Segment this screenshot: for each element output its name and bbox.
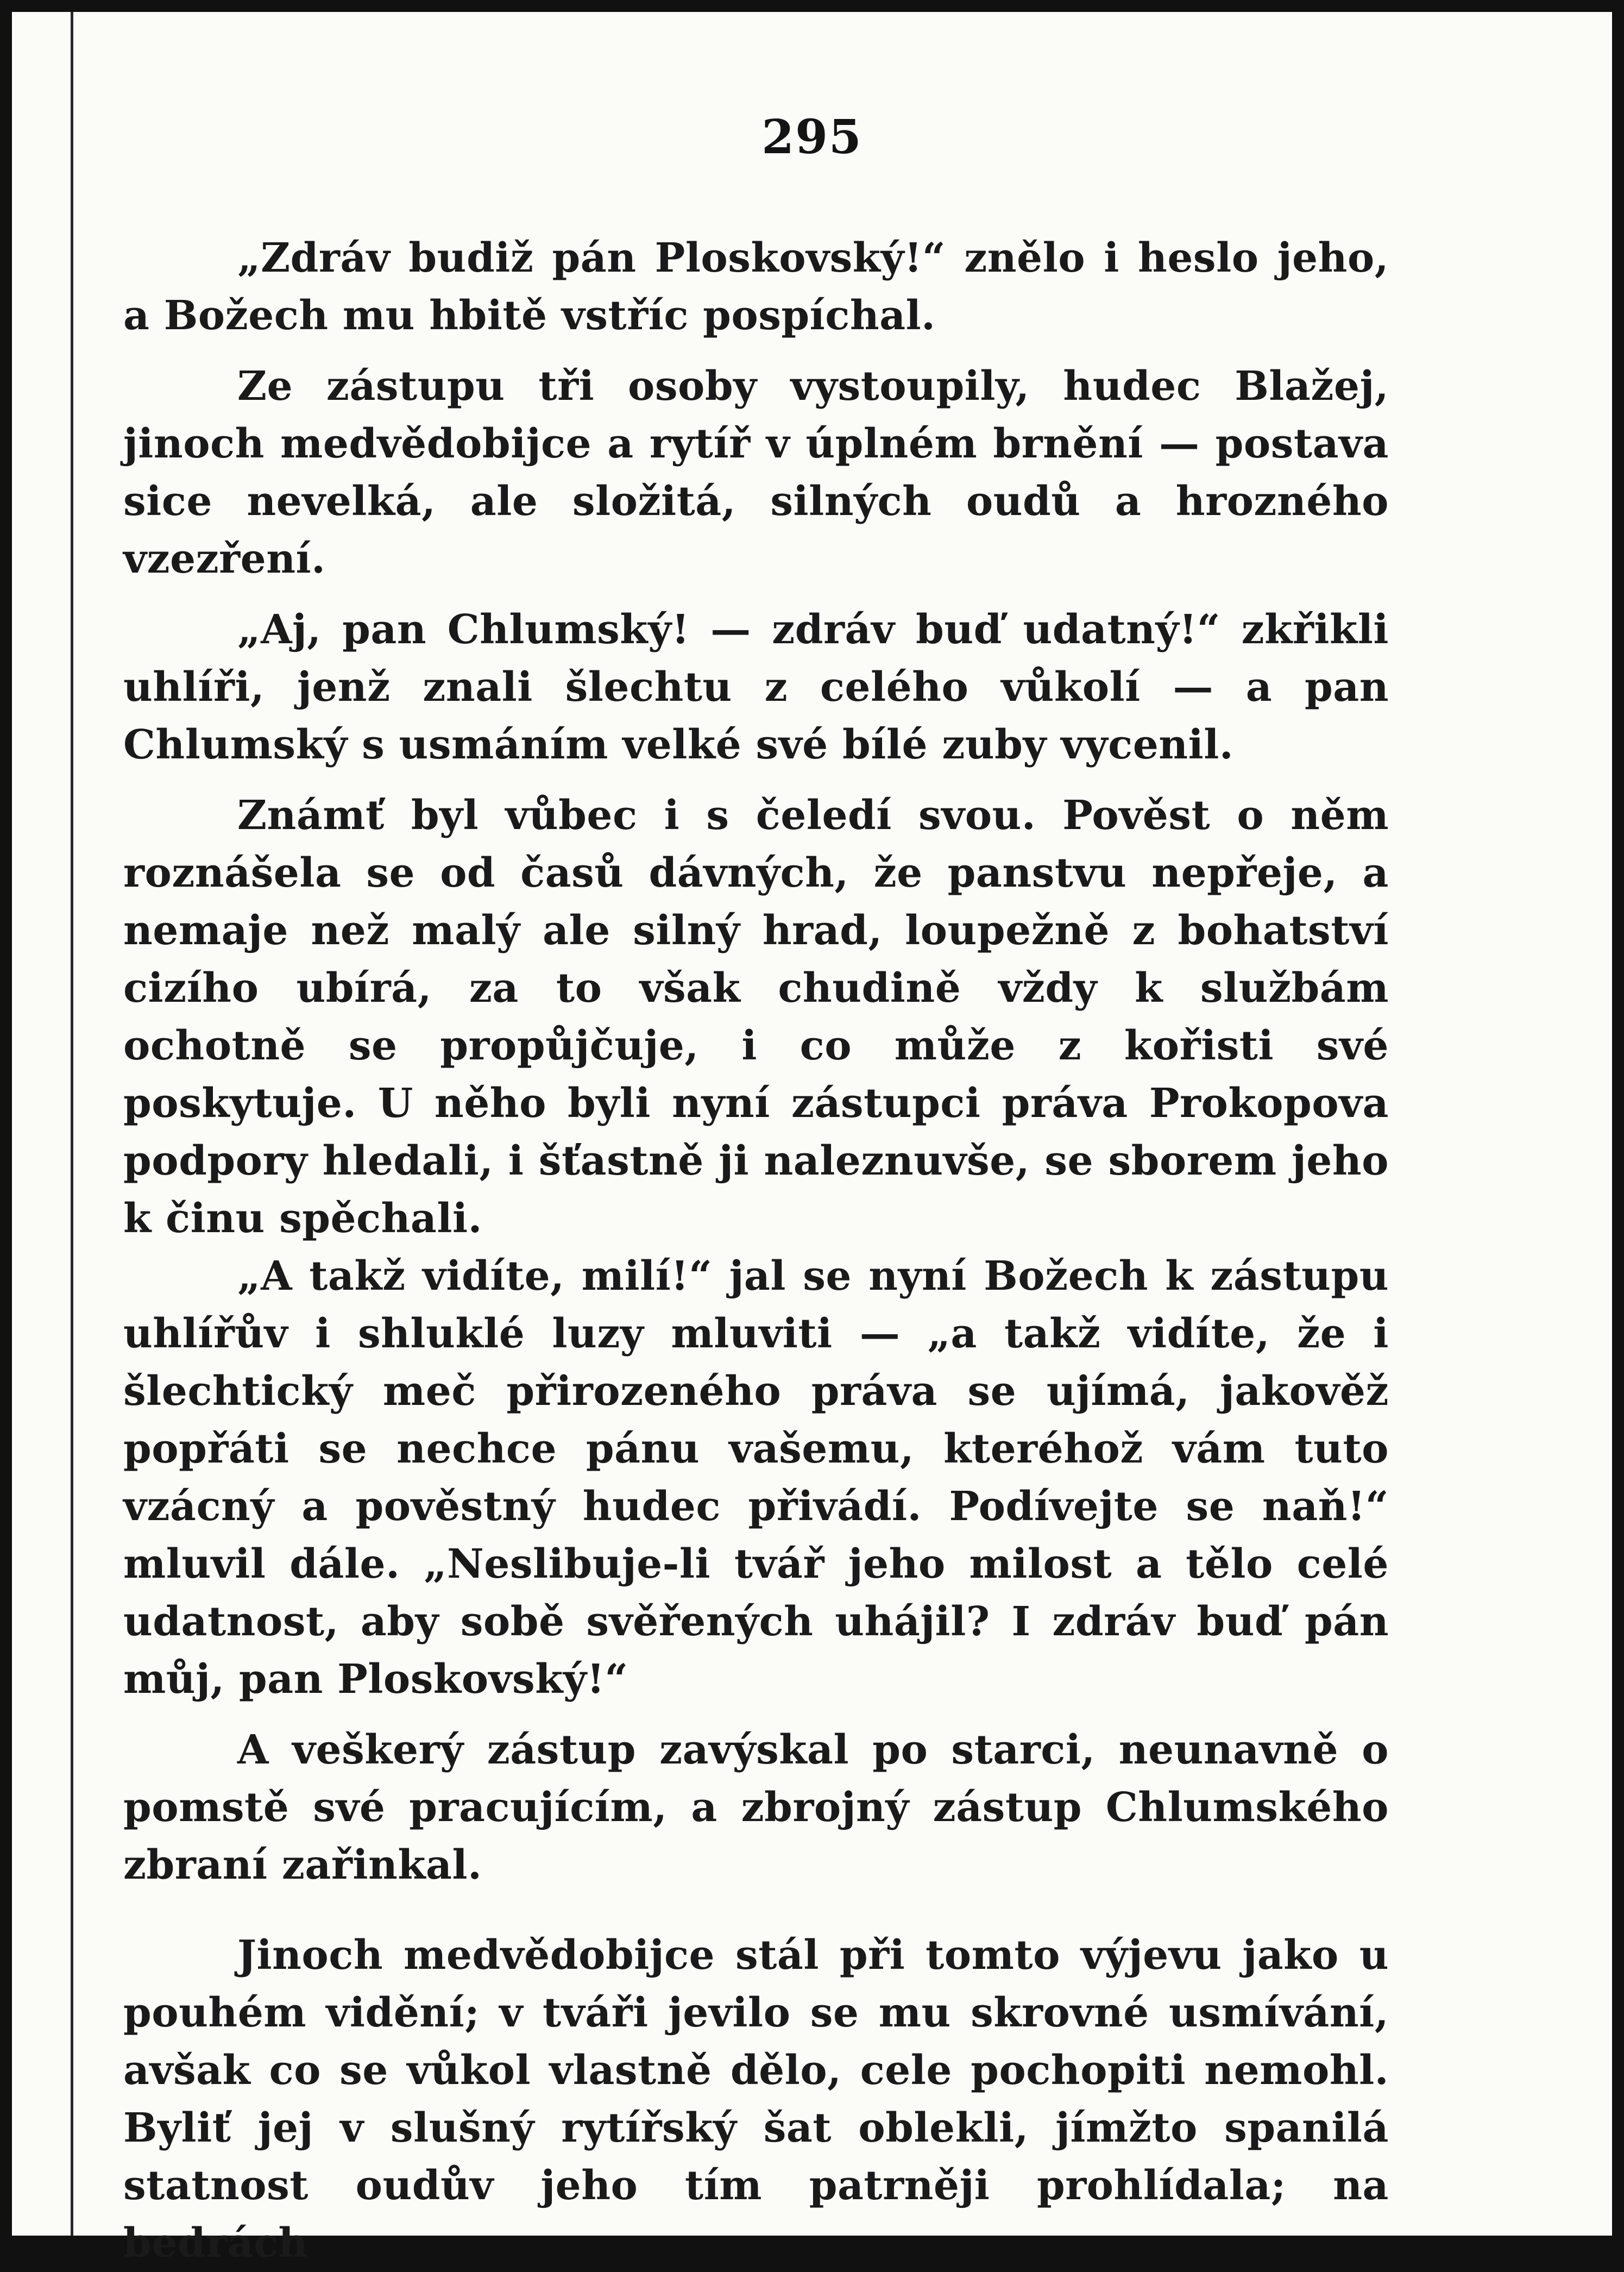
paragraph: A veškerý zástup zavýskal po starci, neunavně o pomstě své pracujícím, a zbrojný zástup Chlumského zbraní zařinkal. — [123, 1727, 1389, 1888]
book-page — [12, 12, 1612, 2267]
paragraph: „Zdráv budiž pán Ploskovský!“ znělo i heslo jeho, a Božech mu hbitě vstříc pospíchal. — [123, 235, 1389, 339]
paragraph: Ze zástupu tři osoby vystoupily, hudec Blažej, jinoch medvědobijce a rytíř v úplném brnění — postava sice nevelká, ale složitá, silných oudů a hrozného vzezření. — [123, 363, 1389, 582]
paragraph: Jinoch medvědobijce stál při tomto výjevu jako u pouhém vidění; v tváři jevilo se mu skrovné usmívání, avšak co se vůkol vlastně dělo, cele pochopiti nemohl. Byliť jej v slušný rytířský šat oblekli, jímžto spanilá statnost oudův jeho tím patrněji prohlídala; na bedrách — [123, 1932, 1389, 2267]
paragraph: Známť byl vůbec i s čeledí svou. Pověst o něm roznášela se od časů dávných, že panstvu nepřeje, a nemaje než malý ale silný hrad, loupežně z bohatství cizího ubírá, za to však chudině vždy k službám ochotně se propůjčuje, i co může z kořisti své poskytuje. U něho byli nyní zástupci práva Prokopova podpory hledali, i šťastně ji naleznuvše, se sborem jeho k činu spěchali. — [123, 792, 1389, 1242]
paragraph: „A takž vidíte, milí!“ jal se nyní Božech k zástupu uhlířův i shluklé luzy mluviti — „a takž vidíte, že i šlechtický meč přirozeného práva se ujímá, jakověž popřáti se nechce pánu vašemu, kteréhož vám tuto vzácný a pověstný hudec přivádí. Podívejte se naň!“ mluvil dále. „Neslibuje-li tvář jeho milost a tělo celé udatnost, aby sobě svěřených uhájil? I zdráv buď pán můj, pan Ploskovský!“ — [123, 1253, 1389, 1703]
page-edge-line — [71, 12, 73, 2236]
paragraph: „Aj, pan Chlumský! — zdráv buď udatný!“ zkřikli uhlíři, jenž znali šlechtu z celého vůkolí — a pan Chlumský s usmáním velké své bílé zuby vycenil. — [123, 606, 1389, 768]
body-text — [123, 229, 1389, 2272]
page-number: 295 — [761, 110, 863, 165]
